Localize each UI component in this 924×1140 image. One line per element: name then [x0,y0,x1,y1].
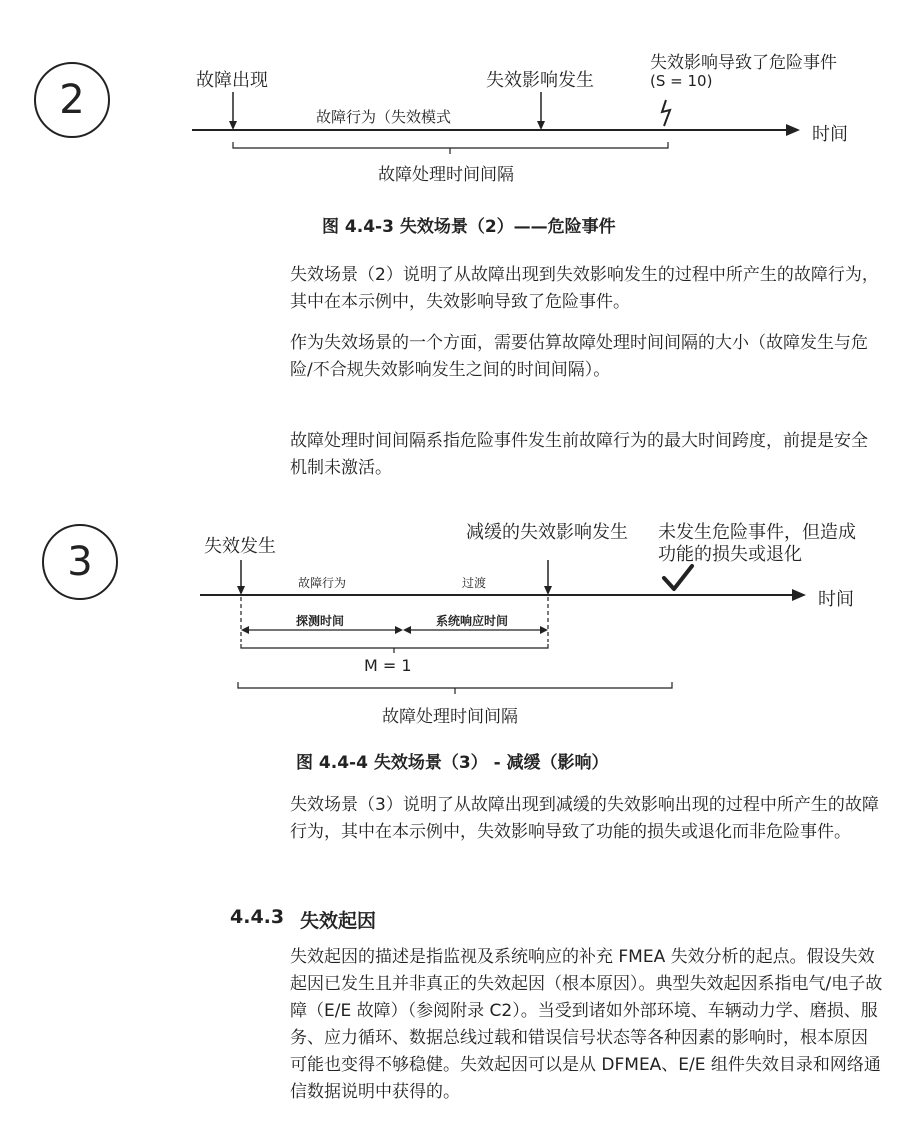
scenario-2-paragraph-3 [290,428,884,482]
paragraph-text: 故障处理时间间隔系指危险事件发生前故障行为的最大时间跨度，前提是安全机制未激活。 [290,431,868,478]
section-paragraph [290,944,884,1106]
label-ftti-2: 故障处理时间间隔 [378,165,514,185]
label-fault-behavior-2: 故障行为（失效模式 [316,108,452,126]
paragraph-text: 失效起因的描述是指监视及系统响应的补充 FMEA 失效分析的起点。假设失效起因已发生且并非真正的失效起因（根本原因）。典型失效起因系指电气/电子故障（E/E 故障）（参阅附录 C2）。当受到诸如外部环境、车辆动力学、磨损、服务、应力循环、数据总线过载和错误信号状态等各种因素的影响时，根本原因可能也变得不够稳健。失效起因可以是从 DFMEA、E/E 组件失效目录和网络通信数据说明中获得的。 [290,947,883,1102]
label-transition: 过渡 [462,576,487,590]
section-title: 失效起因 [300,910,377,932]
label-response-time: 系统响应时间 [436,614,509,628]
m-brace [241,644,548,653]
label-ftti-3: 故障处理时间间隔 [382,707,518,727]
label-severity: (S = 10) [650,72,713,90]
scenario-3-paragraph [290,792,884,846]
paragraph-text: 作为失效场景的一个方面，需要估算故障处理时间间隔的大小（故障发生与危险/不合规失效影响发生之间的时间间隔）。 [290,333,868,380]
paragraph-text: 失效场景（2）说明了从故障出现到失效影响发生的过程中所产生的故障行为，其中在本示例中，失效影响导致了危险事件。 [290,265,879,312]
label-failure-occurs: 失效发生 [204,536,276,557]
scenario-2-paragraph-2 [290,330,884,384]
lightning-icon [662,100,670,126]
scenario-2-number: 2 [59,77,85,123]
label-fault-occurs: 故障出现 [196,70,268,91]
label-no-hazard-line1: 未发生危险事件，但造成 [658,522,856,543]
figure-caption-4-4-3: 图 4.4-3 失效场景（2）——危险事件 [322,217,616,237]
scenario-2-paragraph-1 [290,262,884,316]
label-hazard-event: 失效影响导致了危险事件 [650,53,837,73]
figure-caption-4-4-4: 图 4.4-4 失效场景（3） - 减缓（影响） [296,753,609,773]
label-detection-time: 探测时间 [296,614,345,628]
timeline-2-arrowhead [786,124,800,136]
label-no-hazard-line2: 功能的损失或退化 [658,544,802,565]
paragraph-text: 失效场景（3）说明了从故障出现到减缓的失效影响出现的过程中所产生的故障行为，其中在本示例中，失效影响导致了功能的损失或退化而非危险事件。 [290,795,879,842]
label-time-2: 时间 [812,124,848,145]
checkmark-icon [664,566,692,589]
scenario-3-number-circle [42,524,118,600]
label-mitigated-effect: 减缓的失效影响发生 [466,522,628,543]
label-effect-occurs: 失效影响发生 [486,70,594,91]
scenario-3-number: 3 [67,539,93,585]
timeline-3-arrowhead [792,589,806,601]
label-fault-behavior-3: 故障行为 [298,576,347,590]
label-time-3: 时间 [818,589,854,610]
timeline-3-ftti-brace [238,682,672,694]
label-m-equals: M = 1 [364,656,412,675]
section-number: 4.4.3 [230,906,285,928]
timeline-2-ftti-brace [233,142,668,154]
